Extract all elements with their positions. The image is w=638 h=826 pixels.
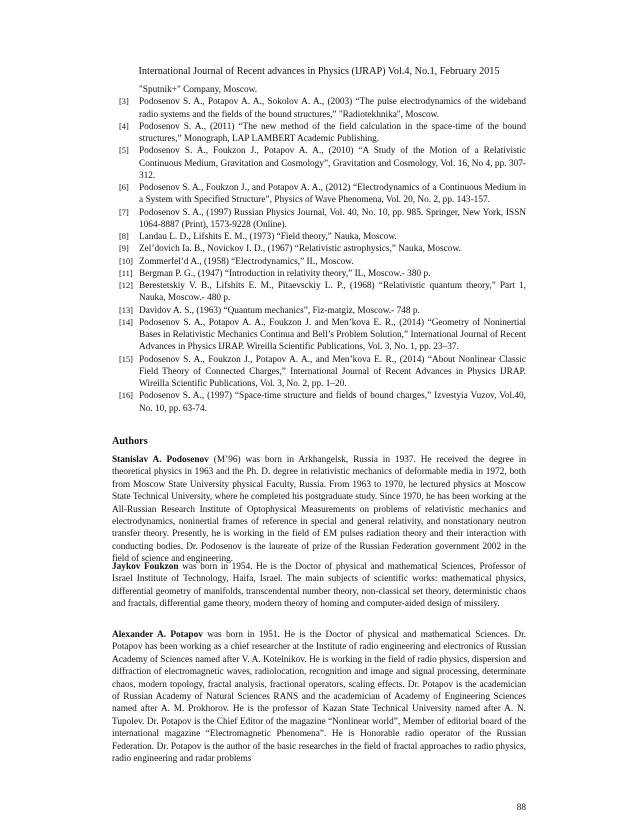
author-bio — [112, 629, 526, 765]
author-name: Jaykov Foukzon — [112, 562, 179, 572]
reference-list — [119, 84, 526, 415]
reference-number: [11] — [119, 268, 133, 278]
reference-text: Davidov A. S., (1963) “Quantum mechanics”, Fiz-matgiz, Moscow.- 748 p. — [139, 305, 420, 316]
reference-text: Zommerfel’d A., (1958) “Electrodynamics,” IL, Moscow. — [139, 256, 354, 267]
reference-number: [4] — [119, 121, 129, 131]
reference-item — [119, 256, 526, 268]
reference-number: [6] — [119, 183, 129, 192]
running-header: International Journal of Recent advances in Physics (IJRAP) Vol.4, No.1, February 2015 — [138, 66, 500, 77]
author-bio-text: was born in 1954. He is the Doctor of physical and mathematical Sciences, Professor of Israel Institute of Technology, Haifa, Israel. The main subjects of scientific works: mathematical physics, differential geometry of manifolds, transcendental number theory, non-classical set theory, deterministic chaos and fractals, differential game theory, modern theory of homing and computer-aided design of missilery. — [112, 562, 526, 610]
reference-text: Bergman P. G., (1947) “Introduction in relativity theory,” IL, Moscow.- 380 p. — [139, 268, 431, 279]
reference-number: [16] — [119, 391, 133, 401]
reference-item — [119, 243, 526, 255]
reference-number: [8] — [119, 232, 129, 241]
reference-item — [119, 231, 526, 243]
reference-text: Podosenov S. A., (1997) Russian Physics Journal, Vol. 40, No. 10, pp. 985. Springer, New York, ISSN 1064-8887 (Print), 1573-9228 (Online). — [139, 207, 526, 230]
reference-item — [119, 305, 526, 317]
reference-text: Podosenov S. A., (2011) “The new method of the field calculation in the space-time of the bound structures,” Monograph, LAP LAMBERT Academic Publishing. — [139, 121, 526, 144]
reference-text: Podosenov S. A., Potapov A. A., Foukzon J. and Men’kova E. R., (2014) “Geometry of Noninertial Bases in Relativistic Mechanics Continua and Bell’s Problem Solution,” International Journal of Recent Advances in Physics IJRAP. Wireilla Scientific Publications, Vol. 3, No. 1, pp. 23–37. — [139, 317, 526, 353]
reference-text: Podosenov S. A., Foukzon J., and Potapov A. A., (2012) “Electrodynamics of a Continuous Medium in a System with Specified Structure”, Physics of Wave Phenomena, Vol. 20, No. 2, pp. 143-157. — [139, 183, 526, 206]
reference-number: [15] — [119, 354, 133, 364]
page-number: 88 — [516, 803, 526, 813]
author-bio-text: (M’96) was born in Arkhangelsk, Russia in 1937. He received the degree in theoretical physics in 1963 and the Ph. D. degree in relativistic mechanics of deformable media in 1972, both from Moscow State University physical Faculty, Russia. From 1963 to 1970, he lectured physics at Moscow State Technical University, where he completed his postgraduate study. Since 1970, he has been working at the All-Russian Research Institute of Optophysical Measurements on problems of relativistic mechanics and electrodynamics, noninertial frames of reference in special and general relativity, and nonstationary neutron transfer theory. Presently, he is working in the field of EM pulses radiation theory and their interaction with conducting bodies. Dr. Podosenov is the laureate of prize of the Russian Federation government 2002 in the field of science and engineering. — [112, 455, 526, 565]
reference-item — [119, 96, 526, 121]
reference-item — [119, 317, 526, 354]
reference-item — [119, 121, 526, 146]
reference-number: [3] — [119, 97, 129, 107]
reference-text: Podosenov S. A., (1997) “Space-time structure and fields of bound charges,” Izvestyia Vuzov, Vol.40, No. 10, pp. 63-74. — [139, 391, 526, 414]
reference-item — [119, 390, 526, 415]
reference-number: [12] — [119, 281, 133, 290]
reference-item — [119, 182, 526, 207]
reference-text: "Sputnik+" Company, Moscow. — [139, 85, 258, 95]
reference-text: Berestetskiy V. B., Lifshits E. M., Pitaevsckiy L. P., (1968) “Relativistic quantum theory,” Part 1, Nauka, Moscow.- 480 p. — [139, 281, 526, 304]
reference-text: Podosenov S. A., Potapov A. A., Sokolov A. A., (2003) “The pulse electrodynamics of the wideband radio systems and the fields of the bound structures,” "Radiotekhnika", Moscow. — [139, 97, 526, 120]
reference-number: [14] — [119, 317, 133, 327]
reference-item — [119, 280, 526, 305]
reference-number: [5] — [119, 146, 129, 156]
author-name: Alexander A. Potapov — [112, 630, 203, 640]
reference-number: [9] — [119, 244, 129, 254]
reference-item — [119, 145, 526, 182]
reference-number: [13] — [119, 305, 133, 315]
reference-item — [119, 207, 526, 232]
author-name: Stanislav A. Podosenov — [112, 455, 209, 465]
reference-item — [122, 84, 526, 96]
reference-number: [7] — [119, 207, 129, 217]
author-bio-text: was born in 1951. He is the Doctor of physical and mathematical Sciences. Dr. Potapov has been working as a chief researcher at the Institute of radio engineering and electronics of Russian Academy of Sciences named after V. A. Kotelnikov. He is working in the field of radio physics, dispersion and diffraction of electromagnetic waves, radiolocation, recognition and image and signal processing, determinate chaos, modern topology, fractal analysis, fractional operators, scaling effects. Dr. Potapov is the academician of Russian Academy of Natural Sciences RANS and the academician of Academy of Engineering Sciences named after A. M. Prokhorov. He is the professor of Kazan State Technical University named after A. N. Tupolev. Dr. Potapov is the Chief Editor of the magazine “Nonlinear world”, Member of editorial board of the international magazine “Electromagnetic Phenomena”. He is Honorable radio operator of the Russian Federation. Dr. Potapov is the author of the basic researches in the field of fractal approaches to radio physics, radio engineering and radar problems — [112, 630, 527, 765]
authors-heading: Authors — [112, 436, 148, 447]
reference-text: Podosenov S. A., Foukzon J., Potapov A. A., (2010) “A Study of the Motion of a Relativistic Continuous Medium, Gravitation and Cosmology”, Gravitation and Cosmology, Vol. 16, No 4, pp. 307-312. — [139, 146, 526, 181]
reference-text: Podosenov S. A., Foukzon J., Potapov A. A., and Men’kova E. R., (2014) “About Nonlinear Classic Field Theory of Connected Charges,” International Journal of Recent Advances in Physics IJRAP. Wireilla Scientific Publications, Vol. 3, No. 2, pp. 1–20. — [139, 354, 526, 389]
reference-text: Landau L. D., Lifshits E. M., (1973) “Field theory,” Nauka, Moscow. — [139, 232, 397, 242]
reference-text: Zel’dovich Ia. B., Novickov I. D., (1967) “Relativistic astrophysics,” Nauka, Moscow. — [139, 244, 461, 255]
author-bio — [112, 561, 526, 611]
reference-item — [119, 268, 526, 280]
author-bio — [112, 454, 526, 566]
reference-item — [119, 354, 526, 391]
reference-number: [10] — [119, 256, 133, 266]
